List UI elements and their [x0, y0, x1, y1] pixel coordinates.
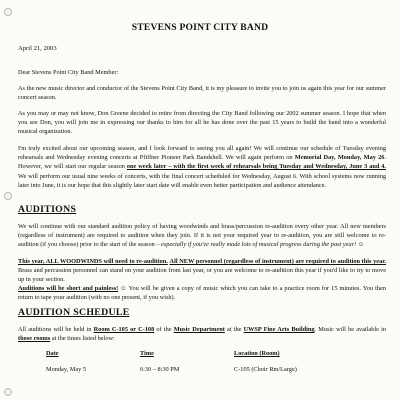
paragraph-don-greene: As you may or may not know, Don Greene decided to retire from directing the City Band following our 2002 summer season. I hope that when you see Don, you will join me in expressing our thanks to him for all he has done over the past 15 years to build the band into a wonderful musical organization.: [18, 110, 386, 136]
letter-title: STEVENS POINT CITY BAND: [131, 22, 269, 33]
woodwinds-text: This year, ALL WOODWINDS will need to re-audition.: [18, 258, 168, 265]
season-text-1: I'm truly excited about our upcoming season, and I look forward to seeing you all again! We will continue our schedule of Tuesday evening rehearsals and Wednesday evening concerts at Pfiffner Pioneer Park Bandshell. We will again perform on: [18, 145, 386, 162]
paragraph-season: [18, 144, 386, 190]
those-rooms-text: those rooms: [18, 335, 51, 343]
header-time: Time: [140, 350, 154, 357]
location-text-2: of the: [154, 326, 174, 333]
location-text-5: at the times listed below:: [50, 335, 115, 343]
audition-schedule-heading: AUDITION SCHEDULE: [18, 307, 130, 318]
policy-text: We will continue with our standard audition policy of having woodwinds and brass/percussion re-audition every other year. All new members (regardless of instrument) are required to audition when they join. If it is not your required year to re-audition, you are still welcome to re-audition (if you choose) prior to the start of the season –: [18, 223, 386, 249]
table-cell-date: Monday, May 5: [46, 366, 86, 373]
practice-room-text: ☺ You will be given a copy of music which you can take to a practice room for 15 minutes. You then return to tape your audition (with no one present, if you wish).: [18, 285, 386, 302]
punch-hole-bottom: [4, 388, 12, 396]
location-text-4: . Music will be available in: [314, 326, 386, 333]
memorial-day-text: Memorial Day, Monday, May 26: [294, 154, 385, 162]
first-week-text: one week later – with the first week of rehearsals being Tuesday and Wednesday, June 3 and 4.: [126, 163, 387, 171]
table-cell-location: C-105 (Choir Rm/Large): [234, 366, 297, 373]
short-auditions-text: Auditions will be short and painless!: [18, 285, 119, 292]
location-text-3: at the: [224, 326, 244, 333]
punch-hole-top: [4, 8, 12, 16]
music-dept-text: Music Department: [173, 326, 225, 333]
new-personnel-text: All NEW personnel (regardless of instrument) are required to audition this year.: [169, 258, 387, 265]
brass-text: Brass and percussion personnel can stand on your audition from last year, or you are welcome to re-audition this year if you'd like to try to move up in your section.: [18, 267, 386, 284]
paragraph-short-auditions: [18, 284, 386, 302]
policy-emphasis: especially if you've really made lots of musical progress during the past year!: [161, 241, 357, 249]
salutation: Dear Stevens Point City Band Member:: [18, 69, 119, 76]
audition-schedule-table: [18, 350, 386, 390]
paragraph-intro: As the new music director and conductor of the Stevens Point City Band, it is my pleasure to invite you to join us again this year for our summer concert season.: [18, 85, 386, 102]
punch-hole-middle: [4, 192, 12, 200]
fine-arts-text: UWSP Fine Arts Building: [243, 326, 315, 333]
table-cell-time: 6:30 – 8:30 PM: [140, 366, 180, 373]
season-text-3: We will perform our usual nine weeks of concerts, with the final concert scheduled for Wednesday, August 6. With school systems now running later into June, it is our hope that this slightly later start date will enable even better participation and audience attendance.: [18, 172, 386, 189]
auditions-heading: AUDITIONS: [18, 204, 77, 215]
header-location: Location (Room): [234, 350, 280, 357]
paragraph-location: [18, 325, 386, 343]
paragraph-woodwinds: [18, 257, 386, 285]
paragraph-audition-policy: [18, 222, 386, 250]
letter-date: April 21, 2003: [18, 45, 57, 52]
room-text: Room C-105 or C-108: [93, 326, 155, 333]
header-date: Date: [46, 350, 59, 357]
smiley-icon: ☺: [356, 241, 365, 249]
season-text-2: . However, we will start our regular season: [18, 154, 386, 171]
location-text-1: All auditions will be held in: [18, 326, 94, 333]
